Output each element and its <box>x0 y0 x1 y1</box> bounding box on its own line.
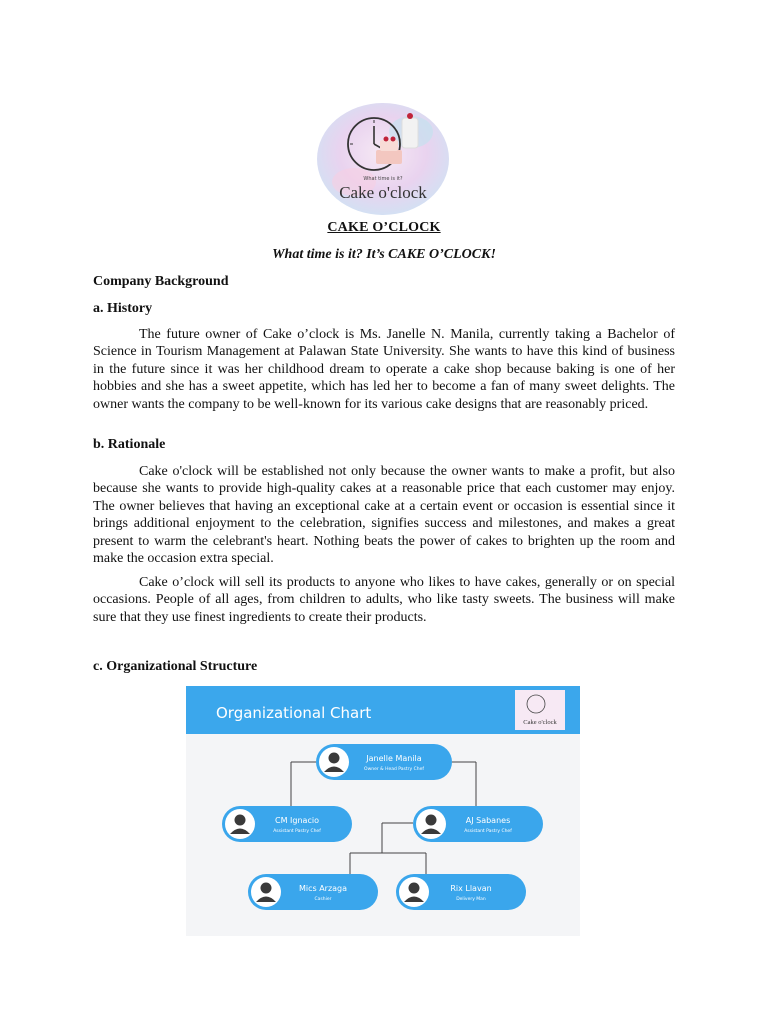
org-node-name: CM Ignacio <box>275 816 319 825</box>
org-node-role: Owner & Head Pastry Chef <box>364 767 424 772</box>
org-node-name: AJ Sabanes <box>465 816 511 825</box>
org-node-role: Cashier <box>314 897 332 902</box>
org-node <box>222 806 352 842</box>
org-node-role: Assistant Pastry Chef <box>464 829 512 834</box>
avatar-icon <box>319 747 349 777</box>
chart-logo <box>515 690 565 730</box>
chart-logo-text: Cake o'clock <box>523 719 557 726</box>
org-node-role: Assistant Pastry Chef <box>273 829 321 834</box>
history-heading: a. History <box>93 301 153 316</box>
rationale-paragraph-1: Cake o'clock will be established not only because the owner wants to make a profit, but also because she wants to provide high-quality cakes at a reasonable price that each customer may enjoy. The owner believes that having an exceptional cake at a certain event or occasion is essential since it brings additional enjoyment to the celebration, signifies success and milestones, and makes a great present to warm the celebrant's heart. Nothing beats the power of cakes to brighten up the room and make the occasion extra special. <box>93 464 675 567</box>
org-structure-heading: c. Organizational Structure <box>93 659 258 674</box>
cake-oclock-logo <box>316 102 450 216</box>
tagline: What time is it? It’s CAKE O’CLOCK! <box>272 247 496 262</box>
avatar-icon <box>251 877 281 907</box>
org-node-name: Rix Llavan <box>450 884 492 893</box>
avatar-icon <box>399 877 429 907</box>
org-node <box>396 874 526 910</box>
avatar-icon <box>225 809 255 839</box>
avatar-icon <box>416 809 446 839</box>
logo-brand-text: Cake o'clock <box>339 183 427 202</box>
organizational-chart <box>186 686 580 936</box>
org-node <box>413 806 543 842</box>
chart-banner-title: Organizational Chart <box>216 704 372 722</box>
company-background-heading: Company Background <box>93 274 229 289</box>
logo-small-text: What time is it? <box>363 176 403 182</box>
rationale-paragraph-2: Cake o’clock will sell its products to anyone who likes to have cakes, generally or on special occasions. People of all ages, from children to adults, who like tasty sweets. The business will make sure that they use finest ingredients to create their products. <box>93 575 675 625</box>
page-title: CAKE O’CLOCK <box>327 220 441 235</box>
org-node-name: Mics Arzaga <box>298 884 348 893</box>
history-paragraph: The future owner of Cake o’clock is Ms. Janelle N. Manila, currently taking a Bachelor of Science in Tourism Management at Palawan State University. She wants to have this kind of business in the future since it was her childhood dream to operate a cake shop because baking is one of her hobbies and she has a sweet appetite, which has led her to become a fan of many sweet delights. The owner wants the company to be well-known for its various cake designs that are reasonably priced. <box>93 327 675 412</box>
org-node <box>248 874 378 910</box>
org-node-role: Delivery Man <box>456 897 486 902</box>
rationale-heading: b. Rationale <box>93 437 166 452</box>
org-node <box>316 744 452 780</box>
org-node-name: Janelle Manila <box>366 754 422 763</box>
